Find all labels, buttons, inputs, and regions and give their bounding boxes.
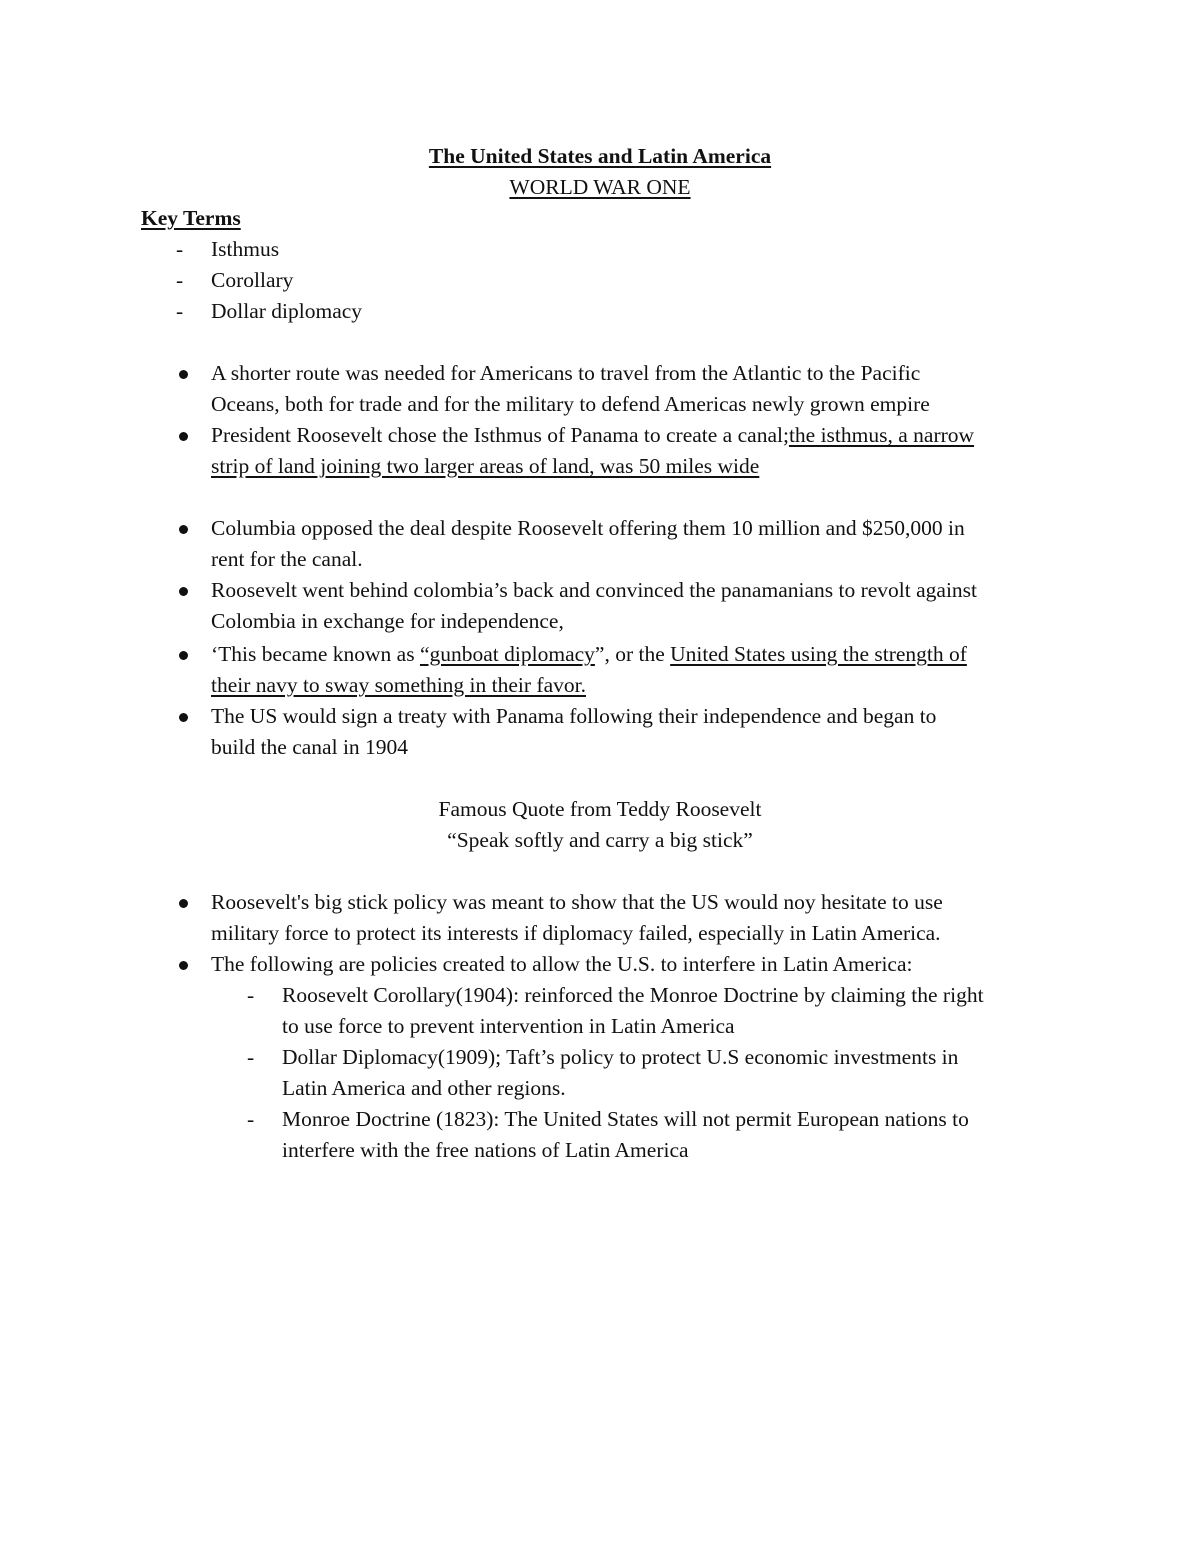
key-terms-heading: Key Terms [141, 206, 241, 230]
sub-bullet-text: Roosevelt Corollary(1904): reinforced the Monroe Doctrine by claiming the right [282, 983, 984, 1007]
subtitle-text: WORLD WAR ONE [509, 175, 691, 199]
bullet-text [211, 420, 974, 451]
key-term-item: Corollary [211, 268, 294, 292]
bullet-icon [179, 961, 188, 970]
bullet-icon [179, 713, 188, 722]
bullet-text-underlined: United States using the strength of [670, 642, 967, 666]
bullet-text-underlined: their navy to sway something in their favor. [211, 673, 586, 697]
sub-bullet-text: to use force to prevent intervention in Latin America [282, 1014, 735, 1038]
bullet-text: Roosevelt went behind colombia’s back and convinced the panamanians to revolt against [211, 578, 978, 602]
bullet-text: The following are policies created to allow the U.S. to interfere in Latin America: [211, 952, 913, 976]
bullet-text [211, 639, 967, 670]
dash-marker: - [247, 983, 255, 1007]
bullet-icon [179, 899, 188, 908]
sub-bullet-text: Latin America and other regions. [282, 1076, 566, 1100]
bullet-text: Oceans, both for trade and for the military to defend Americas newly grown empire [211, 392, 930, 416]
quote-text: “Speak softly and carry a big stick” [447, 828, 753, 852]
dash-marker: - [247, 1045, 255, 1069]
quote-label: Famous Quote from Teddy Roosevelt [438, 797, 762, 821]
bullet-text-plain: ‘This became known as [211, 642, 420, 666]
bullet-icon [179, 651, 188, 660]
bullet-text-plain: President Roosevelt chose the Isthmus of Panama to create a canal; [211, 423, 789, 447]
page-title [0, 141, 1200, 172]
dash-marker: - [247, 1107, 255, 1131]
bullet-icon [179, 432, 188, 441]
title-text: The United States and Latin America [428, 144, 772, 168]
bullet-text: Columbia opposed the deal despite Roosevelt offering them 10 million and $250,000 in [211, 516, 965, 540]
bullet-text: build the canal in 1904 [211, 735, 409, 759]
bullet-icon [179, 525, 188, 534]
key-term-item: Isthmus [211, 237, 280, 261]
gunboat-diplomacy-term: “gunboat diplomacy [419, 642, 595, 666]
bullet-text-underlined: the isthmus, a narrow [788, 423, 975, 447]
dash-marker: - [176, 268, 184, 292]
bullet-text-plain: ”, or the [594, 642, 671, 666]
dash-marker: - [176, 299, 184, 323]
bullet-text-underlined: strip of land joining two larger areas of land, was 50 miles wide [211, 454, 760, 478]
bullet-icon [179, 587, 188, 596]
dash-marker: - [176, 237, 184, 261]
bullet-text: military force to protect its interests if diplomacy failed, especially in Latin America. [211, 921, 941, 945]
bullet-text: Colombia in exchange for independence, [211, 609, 564, 633]
bullet-icon [179, 370, 188, 379]
bullet-text: rent for the canal. [211, 547, 363, 571]
sub-bullet-text: Dollar Diplomacy(1909); Taft’s policy to protect U.S economic investments in [282, 1045, 959, 1069]
bullet-text: Roosevelt's big stick policy was meant to show that the US would noy hesitate to use [211, 890, 943, 914]
key-term-item: Dollar diplomacy [211, 299, 363, 323]
bullet-text: The US would sign a treaty with Panama following their independence and began to [211, 704, 937, 728]
page-subtitle [0, 172, 1200, 203]
bullet-text: A shorter route was needed for Americans to travel from the Atlantic to the Pacific [211, 361, 921, 385]
sub-bullet-text: interfere with the free nations of Latin America [282, 1138, 689, 1162]
sub-bullet-text: Monroe Doctrine (1823): The United States will not permit European nations to [282, 1107, 969, 1131]
